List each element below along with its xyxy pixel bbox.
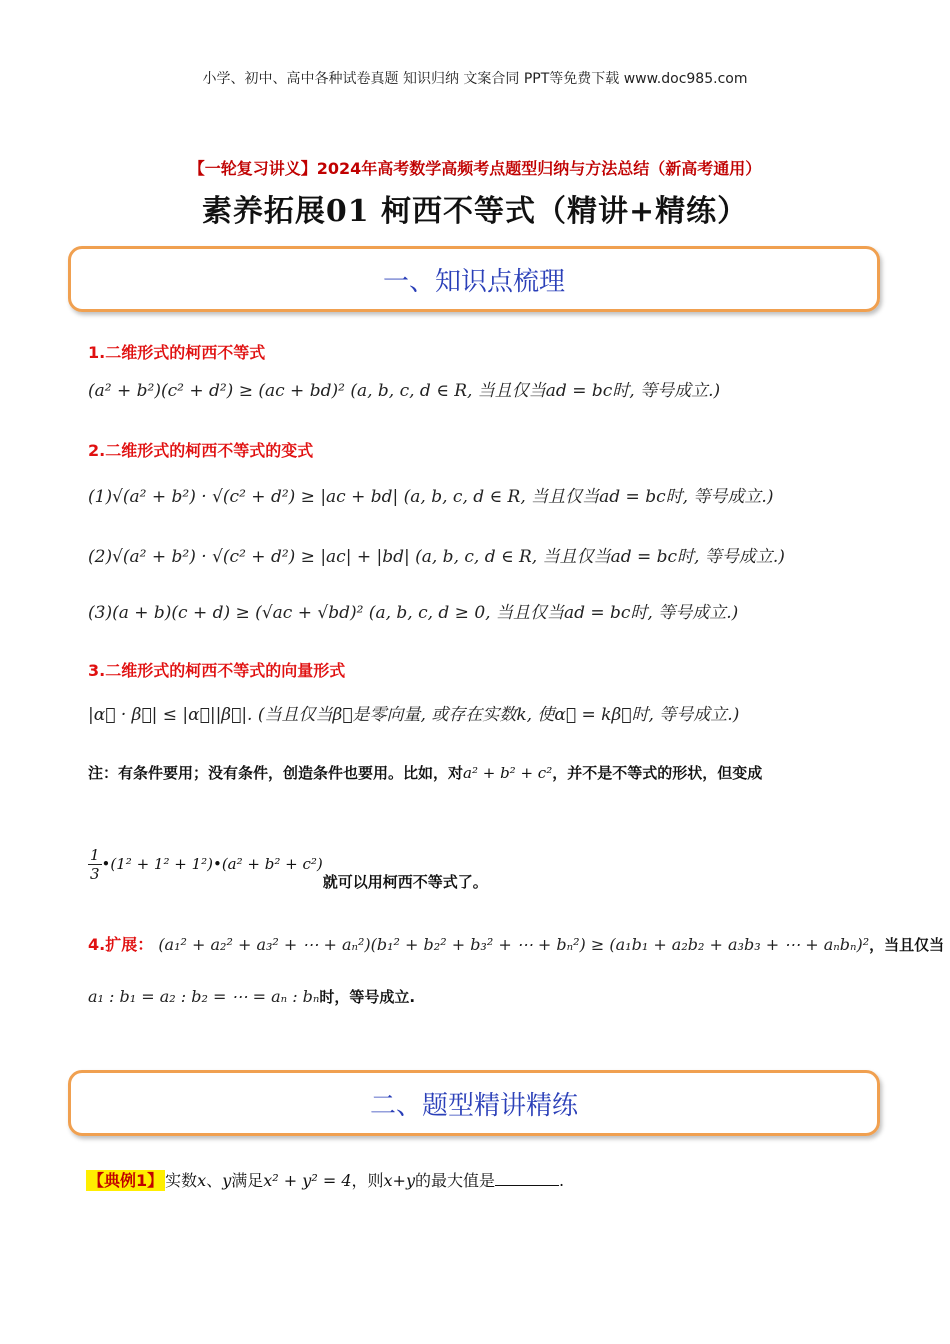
example-tag: 【典例1】 (88, 1171, 164, 1190)
section-box-examples (68, 1070, 880, 1136)
heading-cauchy-variants: 2.二维形式的柯西不等式的变式 (88, 441, 314, 460)
heading-cauchy-vector: 3.二维形式的柯西不等式的向量形式 (88, 661, 346, 680)
extension-cond-tail: 时，等号成立. (319, 988, 416, 1006)
section-title: 二、题型精讲精练 (369, 1090, 578, 1121)
heading-cauchy-2d: 1.二维形式的柯西不等式 (88, 343, 266, 362)
formula-cauchy-2d: (a² + b²)(c² + d²) ≥ (ac + bd)² (a, b, c, d ∈ R, 当且仅当ad = bc时, 等号成立.) (88, 381, 721, 401)
note-tail: 就可以用柯西不等式了。 (322, 873, 488, 891)
example-text: 满足 (231, 1171, 264, 1190)
extension-cond-text: ，当且仅当 (869, 936, 945, 954)
doc-title: 素养拓展01 柯西不等式（精讲+精练） (201, 194, 749, 229)
extension-cond-formula: a₁ : b₁ = a₂ : b₂ = ⋯ = aₙ : bₙ (88, 987, 320, 1006)
example-var: x (197, 1171, 207, 1190)
formula-variant-1: (1)√(a² + b²) · √(c² + d²) ≥ |ac + bd| (a, b, c, d ∈ R, 当且仅当ad = bc时, 等号成立.) (88, 487, 774, 507)
example-1 (86, 1168, 564, 1191)
note-expr: a² + b² + c² (463, 764, 553, 782)
formula-variant-3: (3)(a + b)(c + d) ≥ (√ac + √bd)² (a, b, c, d ≥ 0, 当且仅当ad = bc时, 等号成立.) (88, 603, 739, 623)
extension-line (88, 932, 944, 955)
example-var: x+y (383, 1171, 415, 1190)
note-formula-line (88, 846, 488, 892)
note-prefix: 注：有条件要用；没有条件，创造条件也要用。比如，对 (88, 764, 464, 782)
note-expr2: •(1² + 1² + 1²)•(a² + b² + c²) (101, 855, 323, 873)
watermark: 小学、初中、高中各种试卷真题 知识归纳 文案合同 PPT等免费下载 www.doc985.com (202, 71, 748, 87)
section-box-knowledge (68, 246, 880, 312)
section-title: 一、知识点梳理 (382, 266, 565, 297)
note-line (88, 762, 762, 783)
example-equation: x² + y² = 4 (263, 1171, 352, 1190)
doc-subtitle: 【一轮复习讲义】2024年高考数学高频考点题型归纳与方法总结（新高考通用） (188, 159, 762, 178)
fraction-denominator: 3 (90, 865, 100, 883)
example-text: ，则 (351, 1171, 384, 1190)
fraction-one-third (88, 846, 102, 883)
formula-variant-2: (2)√(a² + b²) · √(c² + d²) ≥ |ac| + |bd| (a, b, c, d ∈ R, 当且仅当ad = bc时, 等号成立.) (88, 547, 785, 567)
extension-label: 4.扩展： (88, 935, 154, 954)
note-suffix: ，并不是不等式的形状，但变成 (552, 764, 763, 782)
example-text: 、 (206, 1171, 223, 1190)
example-text: . (559, 1171, 565, 1190)
extension-cond-line (88, 986, 415, 1007)
example-var: y (222, 1171, 232, 1190)
example-text: 的最大值是 (414, 1171, 495, 1190)
formula-cauchy-vector: |α⃗ · β⃗| ≤ |α⃗||β⃗|. (当且仅当β⃗是零向量, 或存在实数k, 使α⃗ = kβ⃗时, 等号成立.) (88, 705, 740, 725)
answer-blank[interactable] (495, 1185, 559, 1186)
extension-formula: (a₁² + a₂² + a₃² + ⋯ + aₙ²)(b₁² + b₂² + b₃² + ⋯ + bₙ²) ≥ (a₁b₁ + a₂b₂ + a₃b₃ + ⋯ + aₙbₙ)² (158, 935, 870, 954)
example-text: 实数 (165, 1171, 198, 1190)
fraction-numerator: 1 (90, 846, 100, 864)
